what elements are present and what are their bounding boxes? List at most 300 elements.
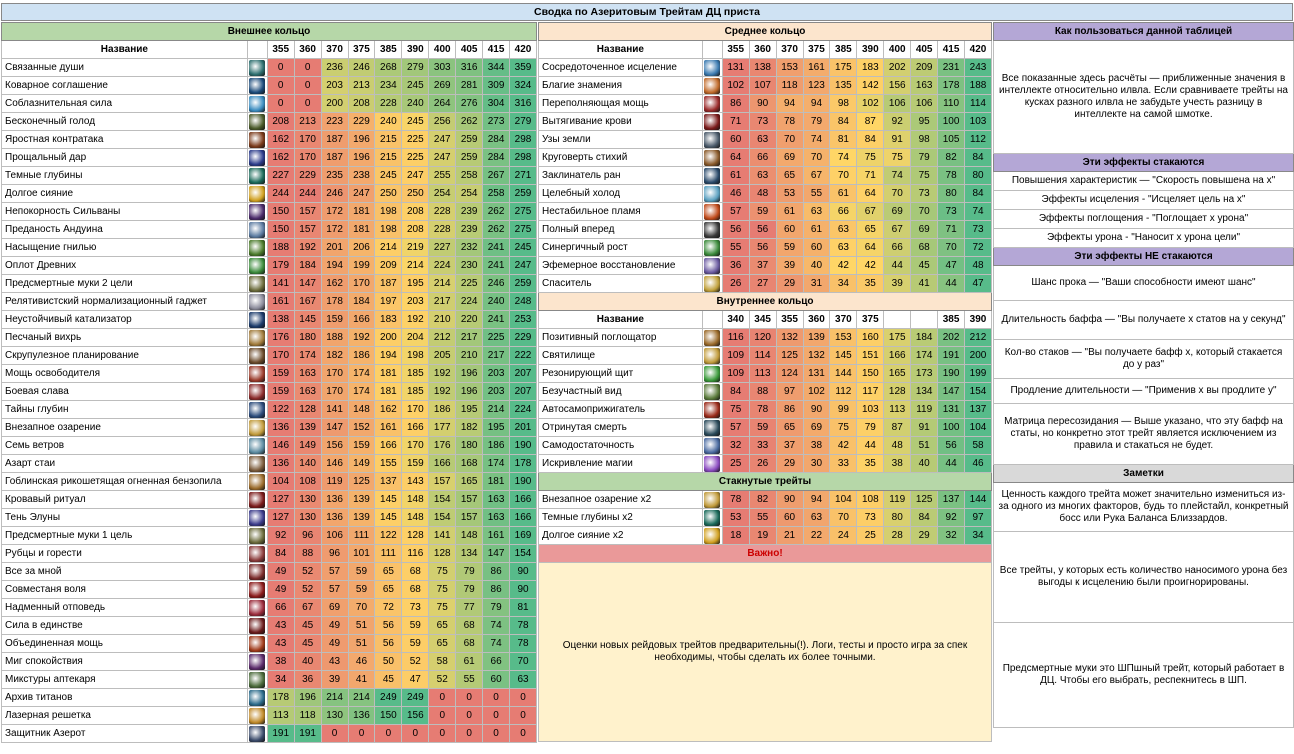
trait-value[interactable]: 198 <box>375 221 402 239</box>
trait-value[interactable]: 64 <box>857 185 884 203</box>
trait-value[interactable]: 141 <box>429 527 456 545</box>
trait-value[interactable]: 169 <box>510 527 537 545</box>
trait-value[interactable]: 209 <box>911 59 938 77</box>
trait-value[interactable]: 136 <box>267 419 294 437</box>
trait-value[interactable]: 174 <box>294 347 321 365</box>
trait-value[interactable]: 240 <box>375 113 402 131</box>
trait-value[interactable]: 102 <box>857 95 884 113</box>
trait-value[interactable]: 249 <box>402 689 429 707</box>
trait-value[interactable]: 224 <box>456 293 483 311</box>
trait-value[interactable]: 59 <box>749 419 776 437</box>
trait-value[interactable]: 256 <box>429 113 456 131</box>
trait-value[interactable]: 98 <box>911 131 938 149</box>
trait-value[interactable]: 284 <box>483 131 510 149</box>
trait-value[interactable]: 47 <box>402 671 429 689</box>
trait-value[interactable]: 259 <box>456 149 483 167</box>
trait-value[interactable]: 0 <box>294 95 321 113</box>
trait-value[interactable]: 88 <box>749 383 776 401</box>
trait-value[interactable]: 66 <box>483 653 510 671</box>
trait-value[interactable]: 34 <box>965 527 992 545</box>
trait-value[interactable]: 194 <box>375 347 402 365</box>
trait-value[interactable]: 196 <box>348 149 375 167</box>
trait-value[interactable]: 185 <box>402 365 429 383</box>
trait-value[interactable]: 104 <box>965 419 992 437</box>
trait-value[interactable]: 60 <box>483 671 510 689</box>
trait-value[interactable]: 32 <box>722 437 749 455</box>
trait-value[interactable]: 67 <box>294 599 321 617</box>
trait-value[interactable]: 59 <box>402 635 429 653</box>
trait-value[interactable]: 275 <box>510 221 537 239</box>
trait-value[interactable]: 29 <box>776 455 803 473</box>
trait-value[interactable]: 229 <box>510 329 537 347</box>
trait-value[interactable]: 0 <box>294 77 321 95</box>
trait-value[interactable]: 148 <box>402 509 429 527</box>
trait-value[interactable]: 195 <box>456 401 483 419</box>
trait-value[interactable]: 88 <box>294 545 321 563</box>
trait-value[interactable]: 153 <box>830 329 857 347</box>
trait-value[interactable]: 150 <box>375 707 402 725</box>
trait-value[interactable]: 90 <box>510 563 537 581</box>
trait-value[interactable]: 0 <box>483 689 510 707</box>
trait-value[interactable]: 156 <box>884 77 911 95</box>
trait-value[interactable]: 170 <box>267 347 294 365</box>
trait-value[interactable]: 258 <box>456 167 483 185</box>
trait-value[interactable]: 137 <box>375 473 402 491</box>
trait-value[interactable]: 0 <box>483 725 510 743</box>
trait-value[interactable]: 94 <box>803 95 830 113</box>
trait-value[interactable]: 229 <box>348 113 375 131</box>
trait-value[interactable]: 113 <box>884 401 911 419</box>
trait-value[interactable]: 128 <box>429 545 456 563</box>
trait-value[interactable]: 24 <box>830 527 857 545</box>
trait-value[interactable]: 123 <box>803 77 830 95</box>
trait-value[interactable]: 119 <box>321 473 348 491</box>
trait-value[interactable]: 75 <box>429 599 456 617</box>
trait-value[interactable]: 86 <box>776 401 803 419</box>
trait-value[interactable]: 162 <box>267 149 294 167</box>
trait-value[interactable]: 92 <box>267 527 294 545</box>
trait-value[interactable]: 150 <box>857 365 884 383</box>
trait-value[interactable]: 122 <box>267 401 294 419</box>
trait-value[interactable]: 63 <box>830 239 857 257</box>
trait-value[interactable]: 220 <box>456 311 483 329</box>
trait-value[interactable]: 184 <box>911 329 938 347</box>
trait-value[interactable]: 131 <box>722 59 749 77</box>
trait-value[interactable]: 0 <box>267 95 294 113</box>
trait-value[interactable]: 146 <box>267 437 294 455</box>
trait-value[interactable]: 114 <box>965 95 992 113</box>
trait-value[interactable]: 46 <box>965 455 992 473</box>
trait-value[interactable]: 53 <box>722 509 749 527</box>
trait-value[interactable]: 70 <box>348 599 375 617</box>
trait-value[interactable]: 212 <box>965 329 992 347</box>
trait-value[interactable]: 132 <box>776 329 803 347</box>
trait-value[interactable]: 56 <box>375 635 402 653</box>
trait-value[interactable]: 19 <box>749 527 776 545</box>
trait-value[interactable]: 150 <box>267 221 294 239</box>
trait-value[interactable]: 128 <box>884 383 911 401</box>
trait-value[interactable]: 156 <box>402 707 429 725</box>
trait-value[interactable]: 113 <box>267 707 294 725</box>
trait-value[interactable]: 190 <box>510 437 537 455</box>
trait-value[interactable]: 46 <box>348 653 375 671</box>
trait-value[interactable]: 165 <box>884 365 911 383</box>
trait-value[interactable]: 0 <box>510 689 537 707</box>
trait-value[interactable]: 298 <box>510 149 537 167</box>
trait-value[interactable]: 31 <box>803 275 830 293</box>
trait-value[interactable]: 74 <box>803 131 830 149</box>
trait-value[interactable]: 225 <box>456 275 483 293</box>
trait-value[interactable]: 170 <box>348 275 375 293</box>
trait-value[interactable]: 163 <box>294 383 321 401</box>
trait-value[interactable]: 144 <box>830 365 857 383</box>
trait-value[interactable]: 67 <box>884 221 911 239</box>
trait-value[interactable]: 199 <box>348 257 375 275</box>
trait-value[interactable]: 247 <box>348 185 375 203</box>
trait-value[interactable]: 26 <box>722 275 749 293</box>
trait-value[interactable]: 61 <box>722 167 749 185</box>
trait-value[interactable]: 73 <box>402 599 429 617</box>
trait-value[interactable]: 125 <box>911 491 938 509</box>
trait-value[interactable]: 49 <box>267 581 294 599</box>
trait-value[interactable]: 38 <box>267 653 294 671</box>
trait-value[interactable]: 125 <box>776 347 803 365</box>
trait-value[interactable]: 200 <box>321 95 348 113</box>
trait-value[interactable]: 231 <box>938 59 965 77</box>
trait-value[interactable]: 170 <box>402 401 429 419</box>
trait-value[interactable]: 60 <box>776 509 803 527</box>
trait-value[interactable]: 210 <box>456 347 483 365</box>
trait-value[interactable]: 33 <box>830 455 857 473</box>
trait-value[interactable]: 148 <box>348 401 375 419</box>
trait-value[interactable]: 79 <box>456 581 483 599</box>
trait-value[interactable]: 66 <box>267 599 294 617</box>
trait-value[interactable]: 109 <box>722 347 749 365</box>
trait-value[interactable]: 203 <box>402 293 429 311</box>
trait-value[interactable]: 229 <box>294 167 321 185</box>
trait-value[interactable]: 207 <box>510 365 537 383</box>
trait-value[interactable]: 52 <box>402 653 429 671</box>
trait-value[interactable]: 68 <box>402 581 429 599</box>
trait-value[interactable]: 40 <box>294 653 321 671</box>
trait-value[interactable]: 217 <box>456 329 483 347</box>
trait-value[interactable]: 84 <box>965 185 992 203</box>
trait-value[interactable]: 68 <box>456 635 483 653</box>
trait-value[interactable]: 104 <box>830 491 857 509</box>
trait-value[interactable]: 316 <box>456 59 483 77</box>
trait-value[interactable]: 78 <box>510 635 537 653</box>
trait-value[interactable]: 70 <box>884 185 911 203</box>
trait-value[interactable]: 194 <box>321 257 348 275</box>
trait-value[interactable]: 136 <box>321 509 348 527</box>
trait-value[interactable]: 132 <box>803 347 830 365</box>
trait-value[interactable]: 179 <box>267 257 294 275</box>
trait-value[interactable]: 259 <box>456 131 483 149</box>
trait-value[interactable]: 198 <box>402 347 429 365</box>
trait-value[interactable]: 176 <box>429 437 456 455</box>
trait-value[interactable]: 147 <box>294 275 321 293</box>
trait-value[interactable]: 128 <box>294 401 321 419</box>
trait-value[interactable]: 173 <box>911 365 938 383</box>
trait-value[interactable]: 208 <box>348 95 375 113</box>
trait-value[interactable]: 145 <box>375 491 402 509</box>
trait-value[interactable]: 196 <box>456 383 483 401</box>
trait-value[interactable]: 213 <box>294 113 321 131</box>
trait-value[interactable]: 174 <box>911 347 938 365</box>
trait-value[interactable]: 64 <box>857 239 884 257</box>
trait-value[interactable]: 90 <box>803 401 830 419</box>
trait-value[interactable]: 167 <box>294 293 321 311</box>
trait-value[interactable]: 65 <box>429 617 456 635</box>
trait-value[interactable]: 157 <box>429 473 456 491</box>
trait-value[interactable]: 208 <box>402 221 429 239</box>
trait-value[interactable]: 143 <box>402 473 429 491</box>
trait-value[interactable]: 39 <box>321 671 348 689</box>
trait-value[interactable]: 61 <box>456 653 483 671</box>
trait-value[interactable]: 197 <box>375 293 402 311</box>
trait-value[interactable]: 184 <box>294 257 321 275</box>
trait-value[interactable]: 359 <box>510 59 537 77</box>
trait-value[interactable]: 74 <box>884 167 911 185</box>
trait-value[interactable]: 170 <box>294 149 321 167</box>
trait-value[interactable]: 259 <box>510 275 537 293</box>
trait-value[interactable]: 87 <box>857 113 884 131</box>
trait-value[interactable]: 0 <box>294 59 321 77</box>
trait-value[interactable]: 63 <box>830 221 857 239</box>
trait-value[interactable]: 154 <box>429 509 456 527</box>
trait-value[interactable]: 157 <box>456 509 483 527</box>
trait-value[interactable]: 70 <box>938 239 965 257</box>
trait-value[interactable]: 228 <box>429 221 456 239</box>
trait-value[interactable]: 40 <box>803 257 830 275</box>
trait-value[interactable]: 271 <box>510 167 537 185</box>
trait-value[interactable]: 84 <box>857 131 884 149</box>
trait-value[interactable]: 65 <box>776 167 803 185</box>
trait-value[interactable]: 215 <box>375 131 402 149</box>
trait-value[interactable]: 108 <box>294 473 321 491</box>
trait-value[interactable]: 174 <box>348 383 375 401</box>
trait-value[interactable]: 202 <box>884 59 911 77</box>
trait-value[interactable]: 0 <box>402 725 429 743</box>
trait-value[interactable]: 192 <box>429 365 456 383</box>
trait-value[interactable]: 67 <box>803 167 830 185</box>
trait-value[interactable]: 228 <box>429 203 456 221</box>
trait-value[interactable]: 170 <box>321 383 348 401</box>
trait-value[interactable]: 246 <box>348 59 375 77</box>
trait-value[interactable]: 61 <box>803 221 830 239</box>
trait-value[interactable]: 45 <box>294 617 321 635</box>
trait-value[interactable]: 157 <box>294 221 321 239</box>
trait-value[interactable]: 103 <box>857 401 884 419</box>
trait-value[interactable]: 163 <box>483 509 510 527</box>
trait-value[interactable]: 195 <box>483 419 510 437</box>
trait-value[interactable]: 28 <box>884 527 911 545</box>
trait-value[interactable]: 57 <box>321 581 348 599</box>
trait-value[interactable]: 223 <box>321 113 348 131</box>
trait-value[interactable]: 37 <box>749 257 776 275</box>
trait-value[interactable]: 75 <box>857 149 884 167</box>
trait-value[interactable]: 66 <box>749 149 776 167</box>
trait-value[interactable]: 188 <box>321 329 348 347</box>
trait-value[interactable]: 55 <box>722 239 749 257</box>
trait-value[interactable]: 0 <box>456 707 483 725</box>
trait-value[interactable]: 79 <box>483 599 510 617</box>
trait-value[interactable]: 245 <box>402 77 429 95</box>
trait-value[interactable]: 130 <box>294 509 321 527</box>
trait-value[interactable]: 303 <box>429 59 456 77</box>
trait-value[interactable]: 187 <box>375 275 402 293</box>
trait-value[interactable]: 37 <box>776 437 803 455</box>
trait-value[interactable]: 166 <box>375 437 402 455</box>
trait-value[interactable]: 122 <box>375 527 402 545</box>
trait-value[interactable]: 57 <box>321 563 348 581</box>
trait-value[interactable]: 192 <box>402 311 429 329</box>
trait-value[interactable]: 248 <box>510 293 537 311</box>
trait-value[interactable]: 138 <box>267 311 294 329</box>
trait-value[interactable]: 52 <box>429 671 456 689</box>
trait-value[interactable]: 284 <box>483 149 510 167</box>
trait-value[interactable]: 98 <box>830 95 857 113</box>
trait-value[interactable]: 38 <box>803 437 830 455</box>
trait-value[interactable]: 238 <box>348 167 375 185</box>
trait-value[interactable]: 195 <box>402 275 429 293</box>
trait-value[interactable]: 148 <box>456 527 483 545</box>
trait-value[interactable]: 51 <box>911 437 938 455</box>
trait-value[interactable]: 102 <box>722 77 749 95</box>
trait-value[interactable]: 63 <box>510 671 537 689</box>
trait-value[interactable]: 68 <box>402 563 429 581</box>
trait-value[interactable]: 78 <box>510 617 537 635</box>
trait-value[interactable]: 66 <box>884 239 911 257</box>
trait-value[interactable]: 141 <box>267 275 294 293</box>
trait-value[interactable]: 90 <box>510 581 537 599</box>
trait-value[interactable]: 118 <box>776 77 803 95</box>
trait-value[interactable]: 60 <box>776 221 803 239</box>
trait-value[interactable]: 148 <box>402 491 429 509</box>
trait-value[interactable]: 217 <box>429 293 456 311</box>
trait-value[interactable]: 152 <box>348 419 375 437</box>
trait-value[interactable]: 243 <box>965 59 992 77</box>
trait-value[interactable]: 262 <box>483 203 510 221</box>
trait-value[interactable]: 155 <box>375 455 402 473</box>
trait-value[interactable]: 227 <box>429 239 456 257</box>
trait-value[interactable]: 244 <box>294 185 321 203</box>
trait-value[interactable]: 56 <box>722 221 749 239</box>
trait-value[interactable]: 32 <box>938 527 965 545</box>
trait-value[interactable]: 111 <box>348 527 375 545</box>
trait-value[interactable]: 22 <box>803 527 830 545</box>
trait-value[interactable]: 201 <box>510 419 537 437</box>
trait-value[interactable]: 183 <box>375 311 402 329</box>
trait-value[interactable]: 225 <box>483 329 510 347</box>
trait-value[interactable]: 264 <box>429 95 456 113</box>
trait-value[interactable]: 36 <box>722 257 749 275</box>
trait-value[interactable]: 170 <box>402 437 429 455</box>
trait-value[interactable]: 241 <box>483 239 510 257</box>
trait-value[interactable]: 125 <box>348 473 375 491</box>
trait-value[interactable]: 120 <box>749 329 776 347</box>
trait-value[interactable]: 154 <box>510 545 537 563</box>
trait-value[interactable]: 57 <box>722 419 749 437</box>
trait-value[interactable]: 139 <box>294 419 321 437</box>
trait-value[interactable]: 0 <box>483 707 510 725</box>
trait-value[interactable]: 50 <box>375 653 402 671</box>
trait-value[interactable]: 107 <box>749 77 776 95</box>
trait-value[interactable]: 69 <box>884 203 911 221</box>
trait-value[interactable]: 178 <box>510 455 537 473</box>
trait-value[interactable]: 79 <box>911 149 938 167</box>
trait-value[interactable]: 72 <box>375 599 402 617</box>
trait-value[interactable]: 59 <box>776 239 803 257</box>
trait-value[interactable]: 191 <box>294 725 321 743</box>
trait-value[interactable]: 225 <box>402 131 429 149</box>
trait-value[interactable]: 161 <box>267 293 294 311</box>
trait-value[interactable]: 236 <box>321 59 348 77</box>
trait-value[interactable]: 161 <box>483 527 510 545</box>
trait-value[interactable]: 150 <box>267 203 294 221</box>
trait-value[interactable]: 59 <box>749 203 776 221</box>
trait-value[interactable]: 118 <box>294 707 321 725</box>
trait-value[interactable]: 48 <box>965 257 992 275</box>
trait-value[interactable]: 41 <box>348 671 375 689</box>
trait-value[interactable]: 42 <box>857 257 884 275</box>
trait-value[interactable]: 128 <box>402 527 429 545</box>
trait-value[interactable]: 75 <box>911 167 938 185</box>
trait-value[interactable]: 140 <box>294 455 321 473</box>
trait-value[interactable]: 42 <box>830 257 857 275</box>
trait-value[interactable]: 203 <box>483 383 510 401</box>
trait-value[interactable]: 52 <box>294 581 321 599</box>
trait-value[interactable]: 71 <box>938 221 965 239</box>
trait-value[interactable]: 208 <box>267 113 294 131</box>
trait-value[interactable]: 99 <box>830 401 857 419</box>
trait-value[interactable]: 201 <box>321 239 348 257</box>
trait-value[interactable]: 80 <box>884 509 911 527</box>
trait-value[interactable]: 182 <box>456 419 483 437</box>
trait-value[interactable]: 149 <box>348 455 375 473</box>
trait-value[interactable]: 106 <box>321 527 348 545</box>
trait-value[interactable]: 166 <box>402 419 429 437</box>
trait-value[interactable]: 74 <box>830 149 857 167</box>
trait-value[interactable]: 219 <box>402 239 429 257</box>
trait-value[interactable]: 170 <box>294 131 321 149</box>
trait-value[interactable]: 36 <box>294 671 321 689</box>
trait-value[interactable]: 154 <box>429 491 456 509</box>
trait-value[interactable]: 73 <box>938 203 965 221</box>
trait-value[interactable]: 185 <box>402 383 429 401</box>
trait-value[interactable]: 166 <box>510 509 537 527</box>
trait-value[interactable]: 196 <box>348 131 375 149</box>
trait-value[interactable]: 48 <box>749 185 776 203</box>
trait-value[interactable]: 186 <box>348 347 375 365</box>
trait-value[interactable]: 63 <box>749 131 776 149</box>
trait-value[interactable]: 273 <box>483 113 510 131</box>
trait-value[interactable]: 162 <box>267 131 294 149</box>
trait-value[interactable]: 61 <box>830 185 857 203</box>
trait-value[interactable]: 159 <box>267 365 294 383</box>
trait-value[interactable]: 0 <box>429 707 456 725</box>
trait-value[interactable]: 84 <box>267 545 294 563</box>
trait-value[interactable]: 192 <box>348 329 375 347</box>
trait-value[interactable]: 166 <box>348 311 375 329</box>
trait-value[interactable]: 192 <box>294 239 321 257</box>
trait-value[interactable]: 91 <box>911 419 938 437</box>
trait-value[interactable]: 166 <box>884 347 911 365</box>
trait-value[interactable]: 135 <box>830 77 857 95</box>
trait-value[interactable]: 51 <box>348 617 375 635</box>
trait-value[interactable]: 254 <box>429 185 456 203</box>
trait-value[interactable]: 100 <box>938 113 965 131</box>
